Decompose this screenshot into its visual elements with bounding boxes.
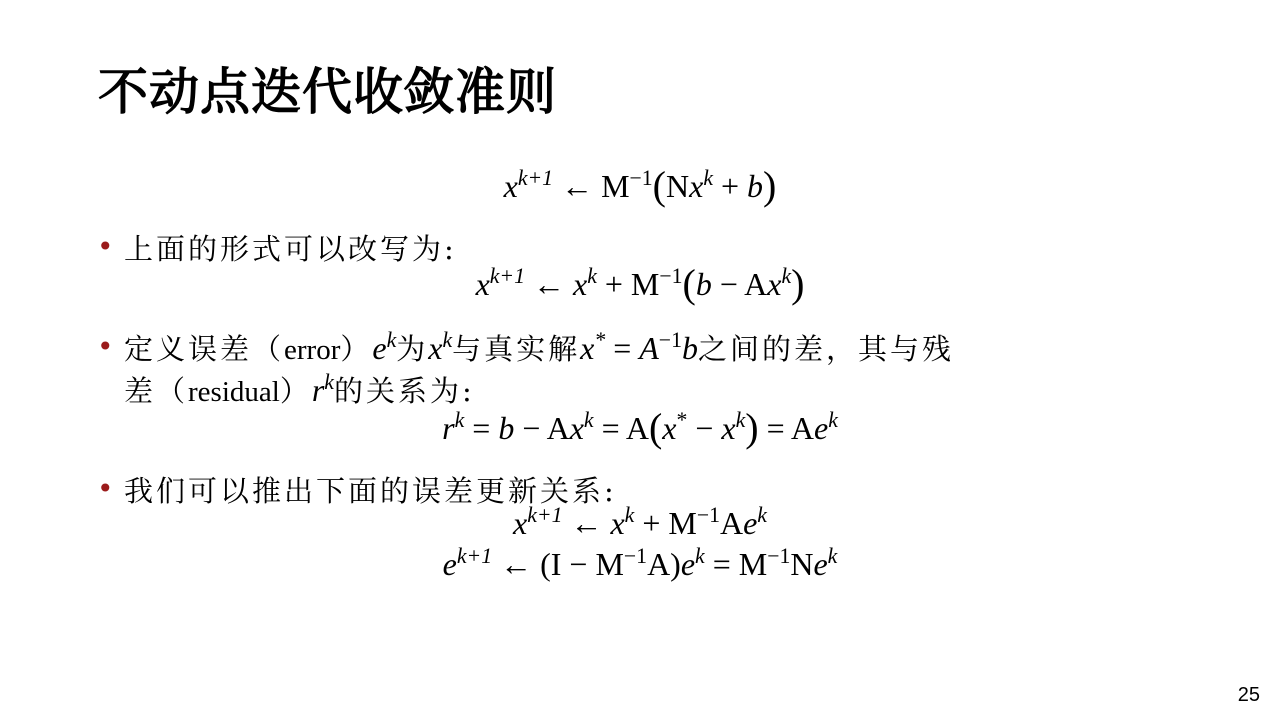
text-part: residual bbox=[188, 376, 280, 408]
bullet-text: 我们可以推出下面的误差更新关系: bbox=[124, 474, 617, 508]
text-part: 差（ bbox=[124, 374, 189, 408]
bullet-marker: • bbox=[97, 330, 114, 363]
bullet-text-continuation: 差$(residual)r^k$的关系为: bbox=[124, 370, 475, 408]
text-part: ） bbox=[279, 374, 312, 408]
text-part: 之间的差，其与残 bbox=[697, 332, 954, 366]
bullet-text: 上面的形式可以改写为: bbox=[124, 232, 457, 266]
equation-residual: $r^k = b - Ax^k = A(x^* - x^k) = Ae^k$ bbox=[442, 405, 838, 450]
text-part: error bbox=[284, 334, 341, 366]
slide-title: 不动点迭代收敛准则 bbox=[98, 62, 557, 121]
bullet-marker: • bbox=[97, 472, 114, 505]
equation-iterate-update: $x^{k+1}$ ← $x^k + M^{-1}Ae^k$ bbox=[513, 503, 767, 541]
text-part: ） bbox=[340, 332, 373, 366]
text-part: 定义误差（ bbox=[124, 332, 285, 366]
text-part: 为 bbox=[396, 332, 429, 366]
bullet-marker: • bbox=[97, 230, 114, 263]
equation-rewritten: $x^{k+1}$ ← $x^k + M^{-1}(b - Ax^k)$ bbox=[475, 261, 805, 306]
bullet-text-error-definition: 定义误差$(error)e^k$为$x^k$与真实解$x^* = A^{-1}b$之间的差，其与残 bbox=[124, 328, 954, 366]
page-number: 25 bbox=[1237, 684, 1260, 706]
equation-fixed-point: $x^{k+1}$ ← $M^{-1}(Nx^k + b)$ bbox=[503, 163, 777, 208]
text-part: 的关系为: bbox=[333, 374, 475, 408]
equation-error-update: $e^{k+1}$ ← $(I - M^{-1}A)e^k = M^{-1}Ne^k$ bbox=[442, 544, 838, 582]
text-part: 与真实解 bbox=[452, 332, 581, 366]
